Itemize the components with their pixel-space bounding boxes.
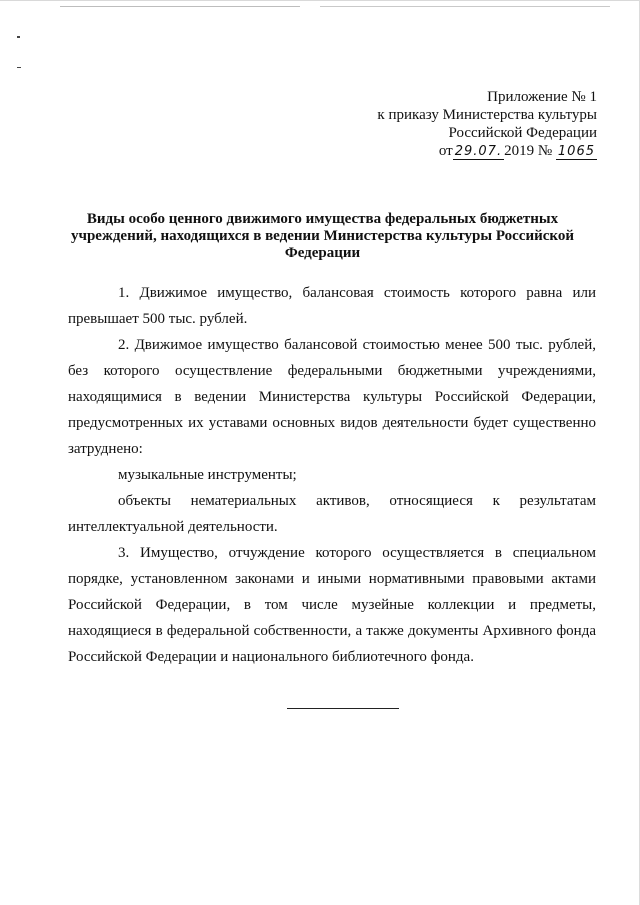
- appendix-org: Российской Федерации: [448, 125, 597, 141]
- document-title: Виды особо ценного движимого имущества федеральных бюджетных учреждений, находящихся в ведении Министерства культуры Российской Федерации: [70, 211, 574, 261]
- appendix-header: [330, 88, 597, 161]
- list-item: 2. Движимое имущество балансовой стоимостью менее 500 тыс. рублей, без которого осуществление федеральными бюджетными учреждениями, находящимися в ведении Министерства культуры Российской Федерации, предусмотренных их уставами основных видов деятельности будет существенно затруднено:: [68, 337, 596, 457]
- end-divider: [287, 708, 399, 709]
- scan-edge: [0, 0, 640, 1]
- list-item: музыкальные инструменты;: [118, 467, 297, 483]
- appendix-order-ref: к приказу Министерства культуры: [377, 107, 597, 123]
- date-year: 2019 №: [504, 143, 553, 159]
- list-item: 3. Имущество, отчуждение которого осуществляется в специальном порядке, установленном законами и иными нормативными правовыми актами Российской Федерации, в том числе музейные коллекции и предметы, находящиеся в федеральной собственности, а также документы Архивного фонда Российской Федерации и национального библиотечного фонда.: [68, 545, 596, 665]
- scan-artifact-line: [320, 6, 610, 7]
- document-body: [68, 280, 596, 670]
- list-item: объекты нематериальных активов, относящиеся к результатам интеллектуальной деятельности.: [68, 493, 596, 535]
- scan-speck: [17, 36, 20, 38]
- scan-speck: [17, 67, 21, 68]
- date-prefix: от: [438, 143, 453, 159]
- appendix-date-line: [330, 142, 597, 161]
- handwritten-order-number: 1065: [557, 144, 595, 159]
- scan-artifact-line: [60, 6, 300, 7]
- list-item: 1. Движимое имущество, балансовая стоимость которого равна или превышает 500 тыс. рублей.: [68, 285, 596, 327]
- handwritten-date: 29.07.: [454, 144, 503, 159]
- appendix-label: Приложение № 1: [487, 89, 597, 105]
